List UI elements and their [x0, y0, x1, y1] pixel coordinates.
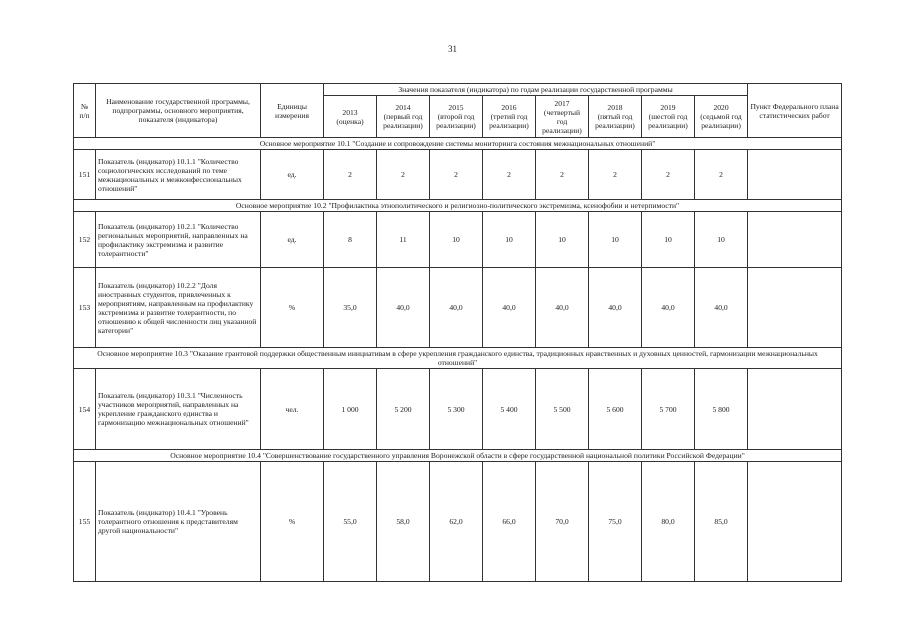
table-body [74, 138, 842, 582]
value-cell: 10 [536, 212, 589, 268]
col-unit-header: Единицы измерения [261, 84, 324, 138]
section-title: Основное мероприятие 10.1 "Создание и сопровождение системы мониторинга состояния межнациональных отношений" [74, 138, 842, 150]
value-cell: 2 [377, 150, 430, 200]
value-cell: 40,0 [536, 268, 589, 348]
year-header: 2014 (первый год реализации) [377, 96, 430, 138]
value-cell: 40,0 [589, 268, 642, 348]
indicator-name: Показатель (индикатор) 10.4.1 "Уровень толерантного отношения к представителям другой национальности" [96, 462, 261, 582]
value-cell: 11 [377, 212, 430, 268]
value-cell: 62,0 [430, 462, 483, 582]
value-cell: 58,0 [377, 462, 430, 582]
value-cell: 5 300 [430, 369, 483, 450]
year-header: 2017 (четвертый год реализации) [536, 96, 589, 138]
value-cell: 40,0 [483, 268, 536, 348]
value-cell: 85,0 [695, 462, 748, 582]
row-number: 154 [74, 369, 96, 450]
table-row [74, 150, 842, 200]
value-cell: 55,0 [324, 462, 377, 582]
indicator-name: Показатель (индикатор) 10.3.1 "Численность участников мероприятий, направленных на укрепление гражданского единства и гармонизацию межнациональных отношений" [96, 369, 261, 450]
value-cell: 40,0 [695, 268, 748, 348]
value-cell: 2 [536, 150, 589, 200]
value-cell: 75,0 [589, 462, 642, 582]
year-header: 2018 (пятый год реализации) [589, 96, 642, 138]
value-cell: 10 [483, 212, 536, 268]
col-federal-plan-header: Пункт Федерального плана статистических работ [748, 84, 842, 138]
header-row-1 [74, 84, 842, 96]
value-cell: 40,0 [642, 268, 695, 348]
year-header: 2013 (оценка) [324, 96, 377, 138]
row-number: 153 [74, 268, 96, 348]
value-cell: 70,0 [536, 462, 589, 582]
federal-plan-cell [748, 462, 842, 582]
section-title: Основное мероприятие 10.4 "Совершенствование государственного управления Воронежской области в сфере государственной национальной политики Российской Федерации" [74, 450, 842, 462]
value-cell: 35,0 [324, 268, 377, 348]
value-cell: 10 [589, 212, 642, 268]
unit-cell: ед. [261, 212, 324, 268]
table-row [74, 462, 842, 582]
section-row [74, 200, 842, 212]
value-cell: 2 [589, 150, 642, 200]
value-cell: 66,0 [483, 462, 536, 582]
row-number: 152 [74, 212, 96, 268]
unit-cell: ед. [261, 150, 324, 200]
value-cell: 2 [642, 150, 695, 200]
col-num-header: № п/п [74, 84, 96, 138]
value-cell: 5 700 [642, 369, 695, 450]
value-cell: 5 800 [695, 369, 748, 450]
year-header: 2015 (второй год реализации) [430, 96, 483, 138]
value-cell: 2 [430, 150, 483, 200]
value-cell: 2 [324, 150, 377, 200]
page-number: 31 [448, 44, 457, 54]
section-row [74, 348, 842, 369]
value-cell: 80,0 [642, 462, 695, 582]
value-cell: 5 400 [483, 369, 536, 450]
value-cell: 2 [483, 150, 536, 200]
year-header: 2020 (седьмой год реализации) [695, 96, 748, 138]
table-row [74, 268, 842, 348]
federal-plan-cell [748, 268, 842, 348]
row-number: 151 [74, 150, 96, 200]
federal-plan-cell [748, 369, 842, 450]
section-title: Основное мероприятие 10.2 "Профилактика этнополитического и религиозно-политического экстремизма, ксенофобии и нетерпимости" [74, 200, 842, 212]
indicator-name: Показатель (индикатор) 10.2.2 "Доля иностранных студентов, привлеченных к мероприятиям, направленным на профилактику экстремизма и развитие толерантности, по отношению к общей численности лиц указанной категории" [96, 268, 261, 348]
federal-plan-cell [748, 212, 842, 268]
value-cell: 40,0 [430, 268, 483, 348]
value-cell: 8 [324, 212, 377, 268]
year-header: 2016 (третий год реализации) [483, 96, 536, 138]
value-cell: 10 [642, 212, 695, 268]
unit-cell: % [261, 462, 324, 582]
section-row [74, 450, 842, 462]
section-title: Основное мероприятие 10.3 "Оказание грантовой поддержки общественным инициативам в сфере укрепления гражданского единства, традиционных нравственных и духовных ценностей, гармонизации межнациональных отношений" [74, 348, 842, 369]
indicator-name: Показатель (индикатор) 10.2.1 "Количество региональных мероприятий, направленных на профилактику экстремизма и развитие толерантности" [96, 212, 261, 268]
indicators-table [73, 83, 842, 582]
value-cell: 5 200 [377, 369, 430, 450]
value-cell: 2 [695, 150, 748, 200]
row-number: 155 [74, 462, 96, 582]
indicator-name: Показатель (индикатор) 10.1.1 "Количество социологических исследований по теме межнациональных и межконфессиональных отношений" [96, 150, 261, 200]
col-name-header: Наименование государственной программы, подпрограммы, основного мероприятия, показателя (индикатора) [96, 84, 261, 138]
value-cell: 1 000 [324, 369, 377, 450]
value-cell: 10 [695, 212, 748, 268]
unit-cell: чел. [261, 369, 324, 450]
table-row [74, 212, 842, 268]
values-group-header: Значения показателя (индикатора) по годам реализации государственной программы [324, 84, 748, 96]
unit-cell: % [261, 268, 324, 348]
federal-plan-cell [748, 150, 842, 200]
value-cell: 10 [430, 212, 483, 268]
section-row [74, 138, 842, 150]
value-cell: 5 600 [589, 369, 642, 450]
year-header: 2019 (шестой год реализации) [642, 96, 695, 138]
value-cell: 40,0 [377, 268, 430, 348]
table-row [74, 369, 842, 450]
value-cell: 5 500 [536, 369, 589, 450]
